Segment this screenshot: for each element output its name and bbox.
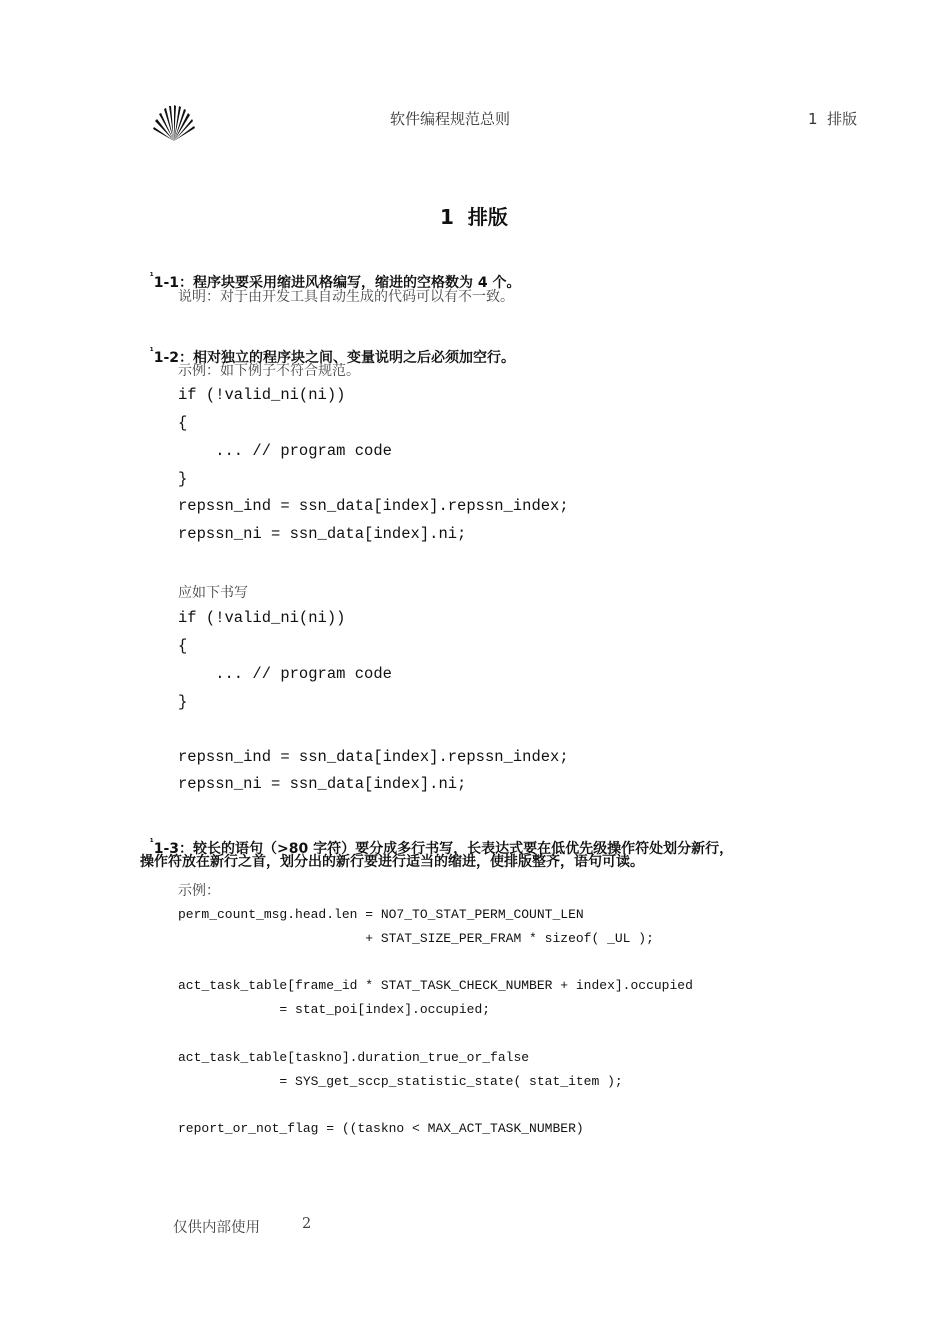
code-line: act_task_table[taskno].duration_true_or_false xyxy=(178,1050,530,1065)
rule-1-3-example-label: 示例： xyxy=(178,883,220,899)
header-chapter: 1 排版 xyxy=(808,110,858,128)
chapter-title: 1 排版 xyxy=(440,205,508,229)
company-logo-icon xyxy=(150,104,198,142)
code-line: repssn_ni = ssn_data[index].ni; xyxy=(178,525,467,543)
code-line: report_or_not_flag = ((taskno < MAX_ACT_TASK_NUMBER) xyxy=(178,1121,584,1136)
code-line: + STAT_SIZE_PER_FRAM * sizeof( _UL ); xyxy=(178,931,654,946)
code-line: } xyxy=(178,693,188,711)
code-line: = stat_poi[index].occupied; xyxy=(178,1002,491,1017)
rule-1-3-text-line2: 操作符放在新行之首，划分出的新行要进行适当的缩进，使排版整齐，语句可读。 xyxy=(140,854,644,870)
rule-1-1-text: 1-1：程序块要采用缩进风格编写，缩进的空格数为 4 个。 xyxy=(153,275,521,291)
rule-1-2-text: 1-2：相对独立的程序块之间、变量说明之后必须加空行。 xyxy=(153,350,515,366)
code-line: { xyxy=(178,637,188,655)
rule-marker: ¹ xyxy=(149,272,154,282)
code-line: if (!valid_ni(ni)) xyxy=(178,609,346,627)
rule-1-1-note: 说明：对于由开发工具自动生成的代码可以有不一致。 xyxy=(178,289,514,305)
code-line: if (!valid_ni(ni)) xyxy=(178,386,346,404)
header-doc-title: 软件编程规范总则 xyxy=(390,110,511,128)
code-line: repssn_ni = ssn_data[index].ni; xyxy=(178,775,467,793)
rule-1-2-example-label: 示例：如下例子不符合规范。 xyxy=(178,363,360,379)
code-line: repssn_ind = ssn_data[index].repssn_index; xyxy=(178,497,569,515)
rule-1-2-good-label: 应如下书写 xyxy=(178,585,248,601)
code-line: } xyxy=(178,470,188,488)
code-line: act_task_table[frame_id * STAT_TASK_CHECK_NUMBER + index].occupied xyxy=(178,978,693,993)
page-number: 2 xyxy=(302,1216,312,1232)
footer-text: 仅供内部使用 xyxy=(173,1220,260,1236)
rule-marker: ¹ xyxy=(149,347,154,357)
code-line: ... // program code xyxy=(178,442,392,460)
code-line: { xyxy=(178,414,188,432)
code-line: repssn_ind = ssn_data[index].repssn_index; xyxy=(178,748,569,766)
code-line: ... // program code xyxy=(178,665,392,683)
rule-marker: ¹ xyxy=(149,838,154,848)
code-line: = SYS_get_sccp_statistic_state( stat_item ); xyxy=(178,1074,623,1089)
rule-1-3-text-line1: 1-3：较长的语句（>80 字符）要分成多行书写，长表达式要在低优先级操作符处划分新行， xyxy=(153,841,734,857)
code-line: perm_count_msg.head.len = NO7_TO_STAT_PERM_COUNT_LEN xyxy=(178,907,584,922)
